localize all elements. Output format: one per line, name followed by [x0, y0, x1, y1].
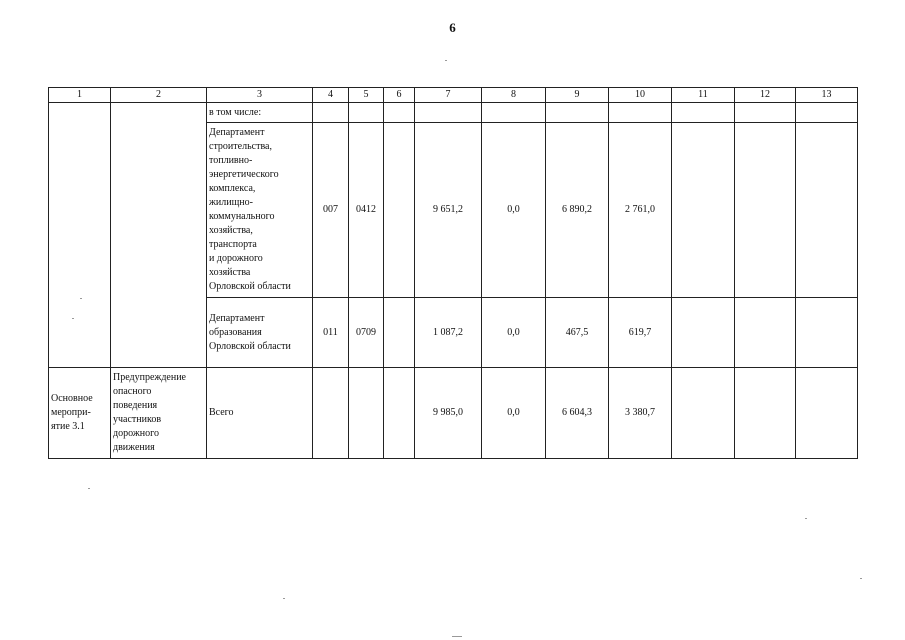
header-cell: 4 [313, 88, 349, 103]
page-number: 6 [449, 20, 456, 35]
table-cell: 9 651,2 [415, 123, 482, 298]
table-cell: 007 [313, 123, 349, 298]
table-cell [796, 298, 858, 368]
col1-merged-cell [49, 103, 111, 368]
table-cell: 0709 [349, 298, 384, 368]
header-row [49, 88, 858, 103]
table-cell [672, 298, 735, 368]
total-label: Всего [207, 368, 313, 459]
table-cell [672, 123, 735, 298]
table-row [49, 368, 858, 459]
table-cell: 0,0 [482, 368, 546, 459]
scan-speck [452, 636, 462, 637]
table-cell [384, 123, 415, 298]
table-cell [672, 368, 735, 459]
header-cell: 7 [415, 88, 482, 103]
table-cell: 1 087,2 [415, 298, 482, 368]
table-cell [384, 298, 415, 368]
scan-speck [88, 488, 90, 489]
header-cell: 11 [672, 88, 735, 103]
executor-name: Департамент строительства, топливно- энергетического комплекса, жилищно- коммунального хозяйства, транспорта и дорожного хозяйства Орловской области [207, 123, 313, 298]
table-cell [384, 103, 415, 123]
measure-description: Предупреждение опасного поведения участников дорожного движения [111, 368, 207, 459]
table-cell [415, 103, 482, 123]
executor-name: Департамент образования Орловской области [207, 298, 313, 368]
subheader-row [49, 103, 858, 123]
header-cell: 6 [384, 88, 415, 103]
header-cell: 5 [349, 88, 384, 103]
table-cell: 467,5 [546, 298, 609, 368]
table-cell: 6 890,2 [546, 123, 609, 298]
table-cell: 9 985,0 [415, 368, 482, 459]
scan-speck [805, 518, 807, 519]
table-cell [349, 368, 384, 459]
table-cell [482, 103, 546, 123]
scan-speck [860, 578, 862, 579]
header-cell: 10 [609, 88, 672, 103]
table-cell [735, 368, 796, 459]
table-cell: 2 761,0 [609, 123, 672, 298]
header-cell: 9 [546, 88, 609, 103]
table-cell [349, 103, 384, 123]
table-cell: 3 380,7 [609, 368, 672, 459]
table-cell [735, 103, 796, 123]
header-cell: 2 [111, 88, 207, 103]
table-cell: 0,0 [482, 123, 546, 298]
scan-speck [72, 318, 74, 319]
measure-label: Основное меропри- ятие 3.1 [49, 368, 111, 459]
table-cell: 011 [313, 298, 349, 368]
table-cell [313, 103, 349, 123]
table-cell [672, 103, 735, 123]
budget-table [48, 87, 858, 459]
table-cell: 6 604,3 [546, 368, 609, 459]
table-cell [796, 368, 858, 459]
scan-speck [445, 60, 447, 61]
header-cell: 8 [482, 88, 546, 103]
table-cell [609, 103, 672, 123]
scan-speck [283, 598, 285, 599]
header-cell: 3 [207, 88, 313, 103]
scan-speck [80, 298, 82, 299]
table-cell [735, 298, 796, 368]
header-cell: 1 [49, 88, 111, 103]
table-cell [546, 103, 609, 123]
table-cell: 0412 [349, 123, 384, 298]
table-cell [796, 123, 858, 298]
col2-merged-cell [111, 103, 207, 368]
header-cell: 13 [796, 88, 858, 103]
subheader-label: в том числе: [207, 103, 313, 123]
table-cell [735, 123, 796, 298]
table-cell [313, 368, 349, 459]
header-cell: 12 [735, 88, 796, 103]
table-cell [384, 368, 415, 459]
table-cell [796, 103, 858, 123]
table-cell: 0,0 [482, 298, 546, 368]
table-cell: 619,7 [609, 298, 672, 368]
